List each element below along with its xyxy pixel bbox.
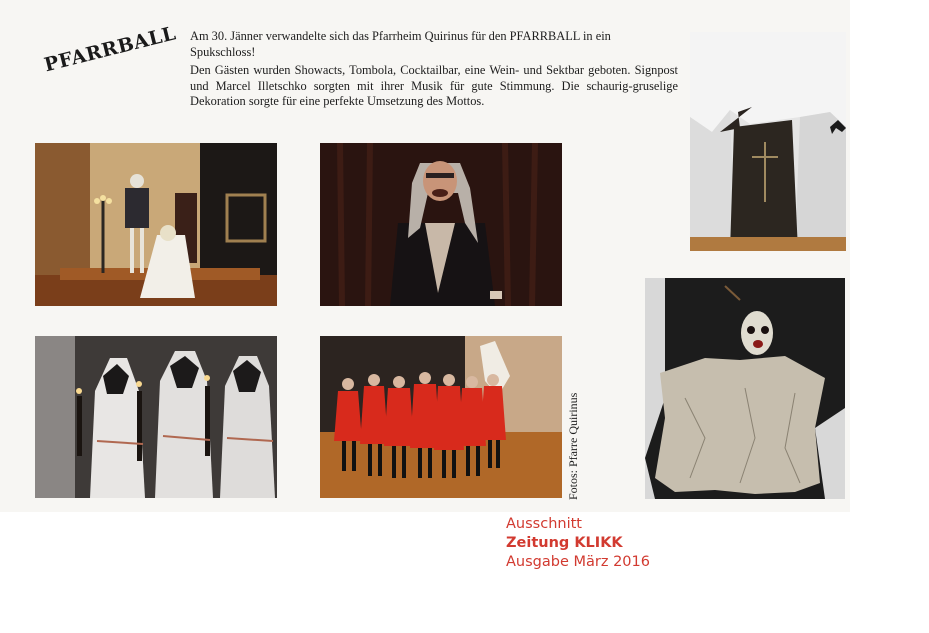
- photo-credit: Fotos: Pfarre Quirinus: [566, 392, 580, 500]
- photo-stage-skeleton-bride: [35, 143, 277, 306]
- article-stamp-title: PFARRBALL: [42, 22, 179, 77]
- caption-line-excerpt: Ausschnitt: [506, 516, 582, 532]
- photo-hooded-candles: [35, 336, 277, 498]
- photo-red-dancers: [320, 336, 562, 498]
- clipping-caption: [506, 515, 650, 572]
- article-body: Den Gästen wurden Showacts, Tombola, Cocktailbar, eine Wein- und Sektbar geboten. Signpost und Marcel Illetschko sorgten mit ihrer Musik für gute Stimmung. Die schaurig-gruselige Dekoration sorgte für eine perfekte Umsetzung des Mottos.: [190, 63, 678, 109]
- caption-line-issue: Ausgabe März 2016: [506, 554, 650, 570]
- article-intro: Am 30. Jänner verwandelte sich das Pfarrheim Quirinus für den PFARRBALL in ein Spukschloss!: [190, 29, 611, 59]
- caption-line-newspaper: Zeitung KLIKK: [506, 535, 623, 551]
- article-text: [190, 29, 678, 110]
- photo-coffin-drapes: [690, 32, 846, 251]
- photo-singer-wig: [320, 143, 562, 306]
- photo-hanging-ghoul: [645, 278, 845, 499]
